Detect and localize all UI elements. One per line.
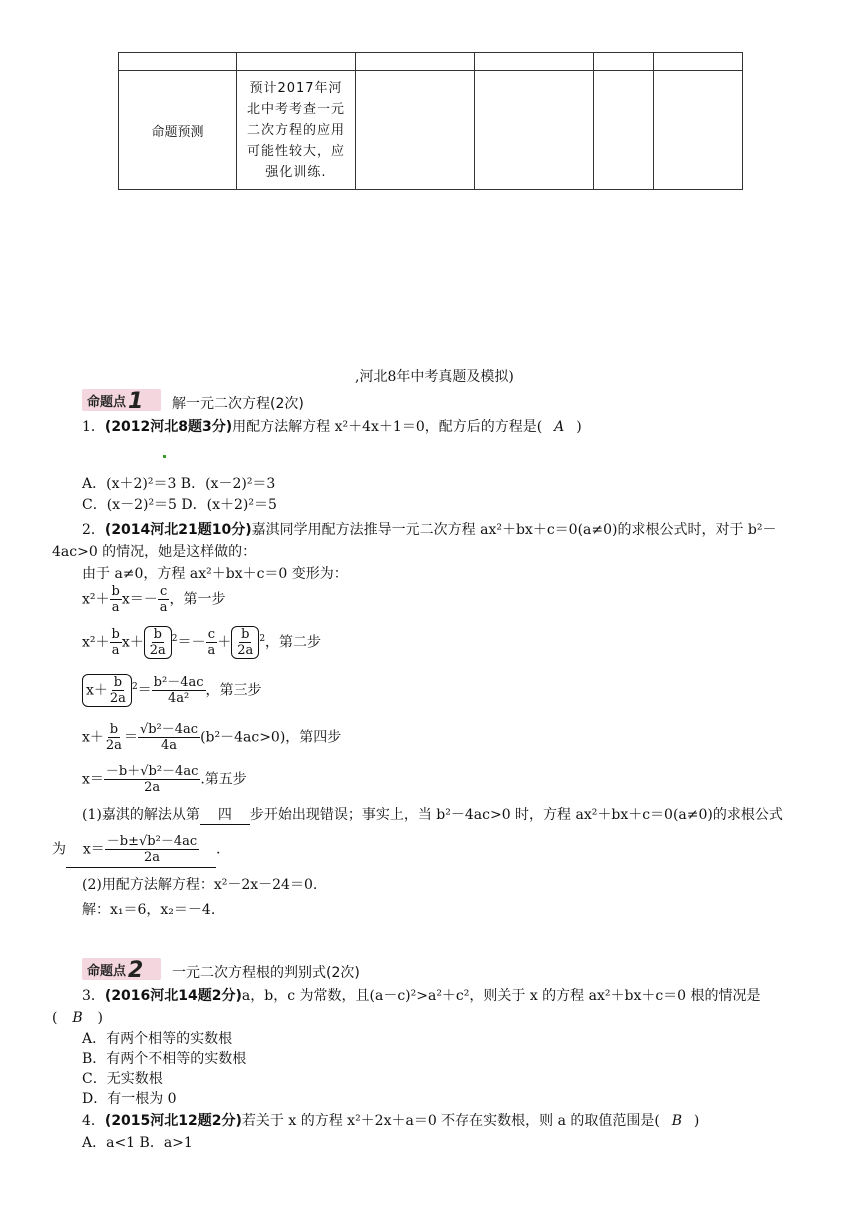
table-cell [237, 53, 356, 71]
q2-part-2: (2)用配方法解方程：x²－2x－24＝0. [82, 877, 318, 893]
marker-dot [163, 455, 166, 458]
answer: B [72, 1010, 83, 1026]
table-cell [594, 71, 654, 190]
q3-option-a: A．有两个相等的实数根 [82, 1031, 233, 1047]
question-3: 3．(2016河北14题2分)a，b，c 为常数，且(a－c)²>a²＋c²，则关于 x 的方程 ax²＋bx＋c＝0 根的情况是 [82, 988, 761, 1004]
table-cell [654, 53, 743, 71]
step-5: x＝ $\frac{\text{－b＋√b²－4ac}}{2a}$ .第五步 [82, 764, 247, 795]
prediction-table [118, 52, 743, 190]
table-cell [654, 71, 743, 190]
question-2: 2．(2014河北21题10分)嘉淇同学用配方法推导一元二次方程 ax²＋bx＋c＝0(a≠0)的求根公式时，对于 b²－ [82, 522, 777, 538]
question-2-cont: 4ac>0 的情况，她是这样做的： [52, 544, 257, 560]
q3-option-c: C．无实数根 [82, 1071, 163, 1087]
table-cell [594, 53, 654, 71]
q1-options-ab: A．(x＋2)²＝3 B．(x－2)²＝3 [82, 476, 276, 492]
step-3: x＋ $\frac{b}{2a}$ $^2$＝ $\frac{\text{b²－4ac}}{\text{4a²}}$ ，第三步 [82, 674, 262, 707]
topic-badge: 命题点2 [82, 958, 161, 980]
step-2: x²＋ $\frac{b}{a}$ x＋ $\frac{b}{2a}$ $^2$＝－ $\frac{c}{a}$ ＋ $\frac{b}{2a}$ $^2$，第二步 [82, 627, 322, 658]
step-1: x²＋ $\frac{b}{a}$ x＝－ $\frac{c}{a}$ ，第一步 [82, 584, 226, 615]
q3-option-d: D．有一根为 0 [82, 1091, 177, 1107]
answer-blank: 四 [200, 806, 250, 825]
section-header: ,河北8年中考真题及模拟) [355, 369, 514, 385]
answer: A [554, 419, 565, 435]
table-cell [356, 53, 475, 71]
answer: B [671, 1113, 683, 1129]
prediction-label: 命题预测 [119, 71, 237, 190]
topic-title: 解一元二次方程(2次) [172, 396, 304, 412]
prediction-text: 预计2017年河北中考考查一元二次方程的应用可能性较大，应强化训练. [237, 71, 356, 190]
q2-solution: 解：x₁＝6，x₂＝－4. [82, 902, 216, 918]
question-3-answer: ( B ) [52, 1010, 103, 1026]
q3-option-b: B．有两个不相等的实数根 [82, 1051, 247, 1067]
table-cell [475, 53, 594, 71]
topic-badge: 命题点1 [82, 389, 161, 411]
answer-blank: x＝ $\frac{\text{－b±√b²－4ac}}{2a}$ [66, 834, 216, 868]
q1-options-cd: C．(x－2)²＝5 D．(x＋2)²＝5 [82, 497, 277, 513]
question-4: 4．(2015河北12题2分)若关于 x 的方程 x²＋2x＋a＝0 不存在实数根，则 a 的取值范围是( B ) [82, 1113, 700, 1129]
step-4: x＋ $\frac{b}{2a}$ ＝ $\frac{\text{√b²－4ac}}{4a}$ (b²－4ac>0)，第四步 [82, 722, 342, 753]
q2-intro: 由于 a≠0，方程 ax²＋bx＋c＝0 变形为： [82, 566, 348, 582]
question-1: 1．(2012河北8题3分)用配方法解方程 x²＋4x＋1＝0，配方后的方程是( A ) [82, 419, 582, 435]
q2-part-1-formula: 为 x＝ $\frac{\text{－b±√b²－4ac}}{2a}$ . [52, 834, 220, 868]
table-cell [356, 71, 475, 190]
q4-options: A．a<1 B．a>1 [82, 1135, 193, 1151]
topic-title: 一元二次方程根的判别式(2次) [172, 965, 360, 981]
table-cell [475, 71, 594, 190]
q2-part-1: (1)嘉淇的解法从第 四 步开始出现错误；事实上，当 b²－4ac>0 时，方程 ax²＋bx＋c＝0(a≠0)的求根公式 [82, 807, 783, 823]
table-cell [119, 53, 237, 71]
